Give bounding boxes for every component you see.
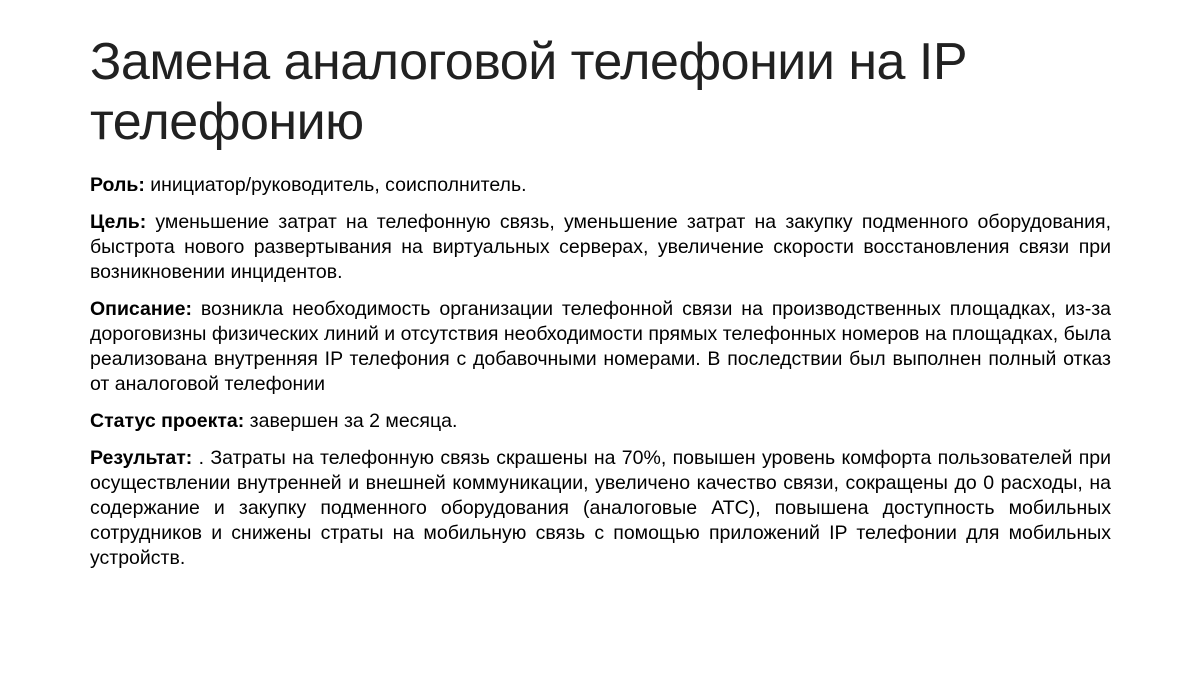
slide-body-text (90, 173, 1111, 583)
slide-title: Замена аналоговой телефонии на IP телефонию (90, 33, 967, 151)
paragraph-goal-label: Цель: (90, 211, 147, 233)
paragraph-description-label: Описание: (90, 298, 192, 320)
paragraph-description-text: возникла необходимость организации телефонной связи на производственных площадках, из-за дороговизны физических линий и отсутствия необходимости прямых телефонных номеров на площадках, была реализована внутренняя IP телефония с добавочными номерами. В последствии был выполнен полный отказ от аналоговой телефонии (90, 298, 1111, 395)
paragraph-goal-text: уменьшение затрат на телефонную связь, уменьшение затрат на закупку подменного оборудования, быстрота нового развертывания на виртуальных серверах, увеличение скорости восстановления связи при возникновении инцидентов. (90, 211, 1111, 283)
paragraph-role-text: инициатор/руководитель, соисполнитель. (144, 174, 527, 196)
paragraph-result (90, 446, 1111, 571)
paragraph-result-label: Результат: (90, 447, 193, 469)
paragraph-role-label: Роль: (90, 174, 145, 196)
paragraph-status-text: завершен за 2 месяца. (244, 410, 458, 432)
paragraph-result-text: . Затраты на телефонную связь скрашены на 70%, повышен уровень комфорта пользователей при осуществлении внутренней и внешней коммуникации, увеличено качество связи, сокращены до 0 расходы, на содержание и закупку подменного оборудования (аналоговые АТС), повышена доступность мобильных сотрудников и снижены страты на мобильную связь с помощью приложений IP телефонии для мобильных устройств. (90, 447, 1111, 569)
paragraph-role (90, 173, 1111, 198)
paragraph-goal (90, 210, 1111, 285)
paragraph-status-label: Статус проекта: (90, 410, 245, 432)
paragraph-description (90, 297, 1111, 397)
paragraph-status (90, 409, 1111, 434)
